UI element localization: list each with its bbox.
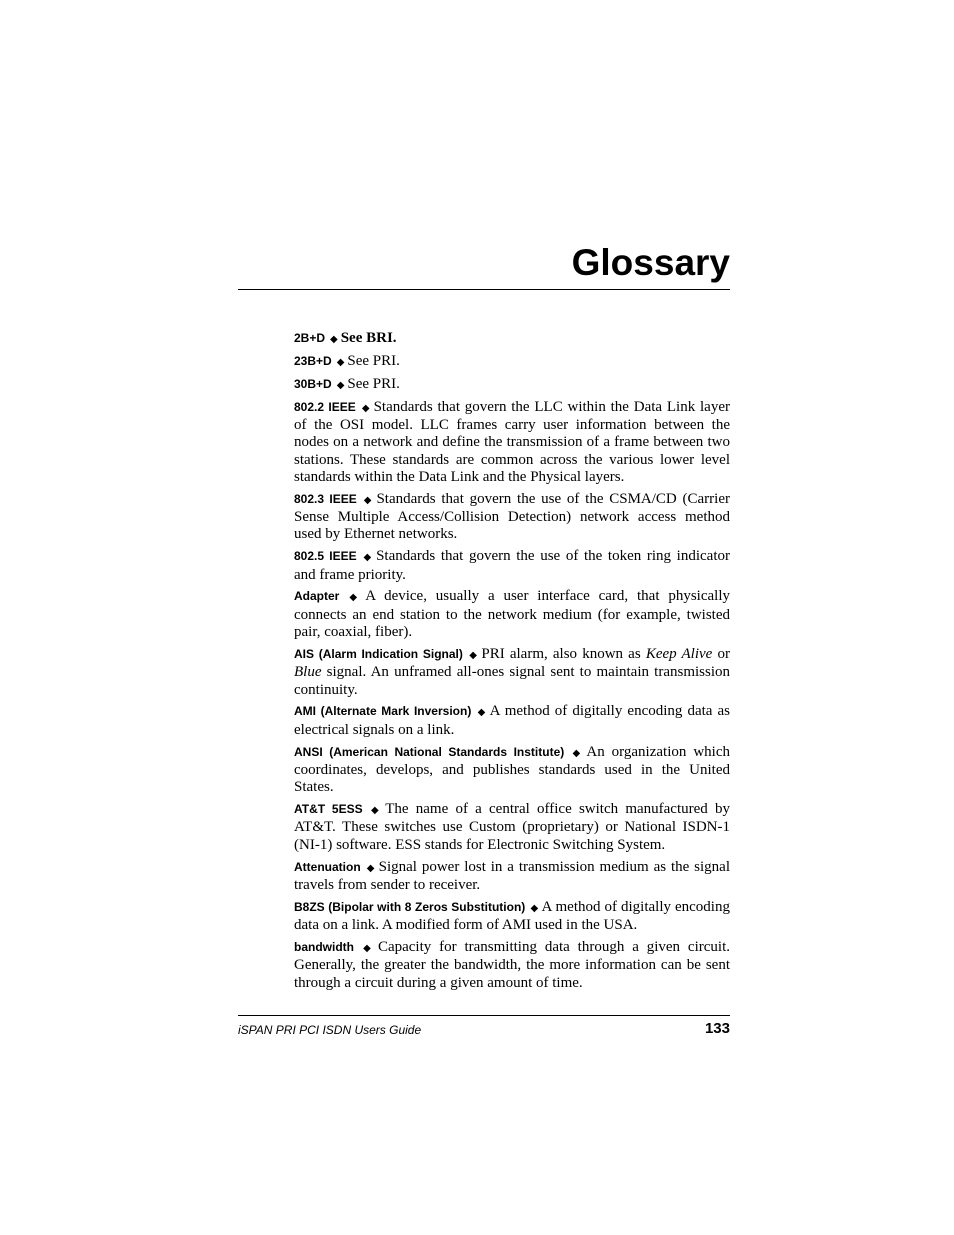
diamond-icon: ◆ bbox=[359, 942, 375, 954]
glossary-entry bbox=[294, 646, 730, 699]
glossary-definition: signal. An unframed all-ones signal sent to maintain transmission continuity. bbox=[294, 664, 730, 698]
glossary-entry bbox=[294, 859, 730, 895]
diamond-icon: ◆ bbox=[336, 379, 345, 391]
glossary-term: 802.2 IEEE bbox=[294, 399, 356, 414]
glossary-term: B8ZS (Bipolar with 8 Zeros Substitution) bbox=[294, 899, 526, 914]
diamond-icon: ◆ bbox=[569, 747, 584, 759]
diamond-icon: ◆ bbox=[330, 334, 338, 345]
glossary-definition: Standards that govern the use of the token ring indicator and frame priority. bbox=[294, 548, 730, 583]
glossary-definition: or bbox=[712, 645, 730, 662]
glossary-definition: The name of a central office switch manufactured by AT&T. These switches use Custom (proprietary) or National ISDN-1 (NI-1) software. ESS stands for Electronic Switching System. bbox=[294, 801, 730, 853]
glossary-entry bbox=[294, 588, 730, 641]
diamond-icon: ◆ bbox=[361, 552, 374, 564]
glossary-entry bbox=[294, 376, 730, 394]
glossary-term: AMI (Alternate Mark Inversion) bbox=[294, 704, 472, 719]
glossary-term: AT&T 5ESS bbox=[294, 802, 363, 817]
glossary-term: 23B+D bbox=[294, 353, 332, 368]
glossary-definition: See PRI. bbox=[347, 352, 400, 369]
glossary-definition: An organization which coordinates, develops, and publishes standards used in the United States. bbox=[294, 743, 730, 796]
glossary-term: ANSI (American National Standards Institute) bbox=[294, 744, 565, 759]
glossary-definition: PRI alarm, also known as bbox=[481, 645, 646, 662]
title-rule bbox=[238, 289, 730, 290]
glossary-definition: Standards that govern the LLC within the Data Link layer of the OSI model. LLC frames carry user information between the nodes on a network and define the transmission of a frame between two stations. These standards are common across the various lower level standards within the Data Link and the Physical layers. bbox=[294, 398, 730, 485]
glossary-entry bbox=[294, 801, 730, 854]
glossary-entry bbox=[294, 353, 730, 371]
glossary-term: Adapter bbox=[294, 589, 340, 604]
glossary-term: Attenuation bbox=[294, 859, 361, 874]
glossary-definition: A device, usually a user interface card, that physically connects an end station to the network medium (for example, twisted pair, coaxial, fiber). bbox=[294, 588, 730, 641]
glossary-entry bbox=[294, 330, 730, 348]
glossary-term: 802.3 IEEE bbox=[294, 491, 357, 506]
glossary-entry bbox=[294, 899, 730, 935]
glossary-definition: Standards that govern the use of the CSMA/CD (Carrier Sense Multiple Access/Collision Detection) network access method used by Ethernet networks. bbox=[294, 490, 730, 543]
glossary-entry bbox=[294, 939, 730, 992]
glossary-entry bbox=[294, 399, 730, 486]
diamond-icon: ◆ bbox=[344, 592, 363, 604]
diamond-icon: ◆ bbox=[476, 707, 487, 719]
glossary-entry bbox=[294, 548, 730, 584]
diamond-icon: ◆ bbox=[365, 862, 376, 874]
glossary-entry bbox=[294, 744, 730, 797]
glossary-term: bandwidth bbox=[294, 939, 354, 954]
glossary-definition: Blue bbox=[294, 664, 322, 681]
diamond-icon: ◆ bbox=[530, 902, 539, 914]
diamond-icon: ◆ bbox=[367, 805, 383, 817]
diamond-icon: ◆ bbox=[336, 356, 345, 368]
glossary-entries bbox=[294, 330, 730, 996]
glossary-entry bbox=[294, 491, 730, 544]
page-number: 133 bbox=[704, 1020, 730, 1037]
diamond-icon: ◆ bbox=[361, 494, 374, 506]
glossary-definition: A method of digitally encoding data as electrical signals on a link. bbox=[294, 703, 730, 738]
glossary-definition: Capacity for transmitting data through a given circuit. Generally, the greater the bandwidth, the more information can be sent through a circuit during a given amount of time. bbox=[294, 938, 730, 991]
footer-guide-title: iSPAN PRI PCI ISDN Users Guide bbox=[238, 1023, 422, 1037]
diamond-icon: ◆ bbox=[467, 649, 479, 661]
glossary-term: 802.5 IEEE bbox=[294, 549, 357, 564]
glossary-term: AIS (Alarm Indication Signal) bbox=[294, 646, 463, 661]
glossary-entry bbox=[294, 703, 730, 739]
page-title: Glossary bbox=[571, 242, 730, 283]
glossary-definition: See BRI. bbox=[340, 330, 397, 346]
footer-rule bbox=[238, 1015, 730, 1016]
glossary-definition: Keep Alive bbox=[645, 645, 713, 662]
glossary-definition: See PRI. bbox=[347, 375, 400, 392]
glossary-term: 30B+D bbox=[294, 376, 332, 391]
diamond-icon: ◆ bbox=[360, 402, 371, 414]
glossary-term: 2B+D bbox=[294, 331, 326, 345]
glossary-definition: Signal power lost in a transmission medium as the signal travels from sender to receiver. bbox=[294, 858, 730, 893]
glossary-definition: A method of digitally encoding data on a link. A modified form of AMI used in the USA. bbox=[294, 898, 730, 934]
